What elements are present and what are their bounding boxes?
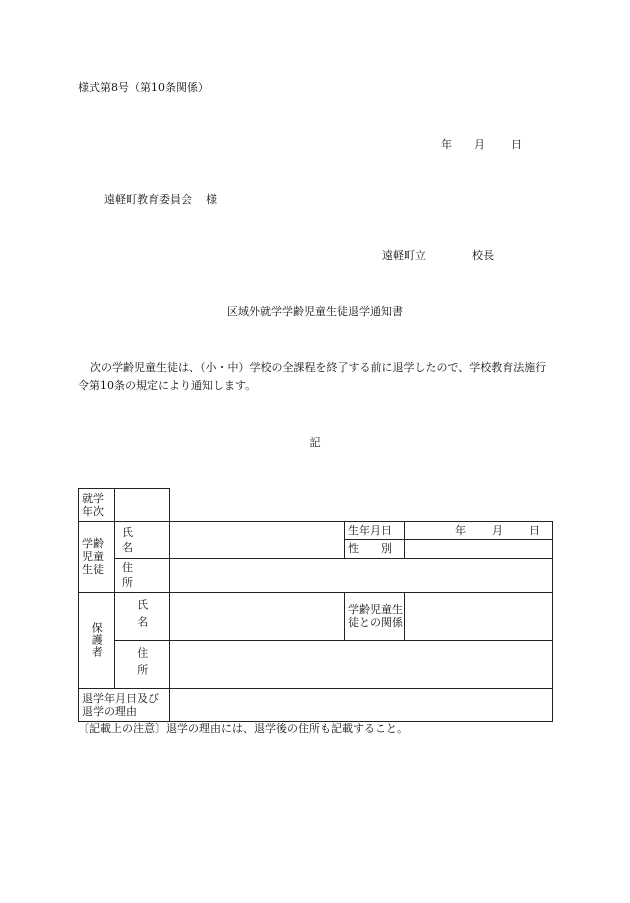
birth-month: 月 <box>492 524 504 537</box>
child-label-cell <box>79 522 115 593</box>
guardian-name-value[interactable] <box>170 592 345 640</box>
sex-label-cell <box>345 540 405 558</box>
child-address-label: 住 所 <box>122 560 155 590</box>
date-month: 月 <box>474 138 485 151</box>
guardian-address-value[interactable] <box>170 640 553 688</box>
guardian-address-label-cell <box>115 640 170 688</box>
date-line <box>441 137 522 152</box>
withdraw-label-cell <box>79 688 170 721</box>
birth-year: 年 <box>455 524 467 537</box>
guardian-address-label: 住所 <box>135 647 149 682</box>
child-name-label-cell <box>115 522 170 559</box>
withdraw-label: 退学年月日及び退学の理由 <box>82 691 159 718</box>
guardian-name-label: 氏名 <box>135 599 149 634</box>
birth-label: 生年月日 <box>348 524 392 537</box>
withdraw-value[interactable] <box>170 688 553 721</box>
sender-suffix: 校長 <box>472 249 494 262</box>
row-child-1 <box>79 522 553 540</box>
grade-label-cell <box>79 489 115 522</box>
guardian-label-cell <box>79 592 115 688</box>
addressee-honorific: 様 <box>206 193 217 206</box>
guardian-label: 保護者 <box>90 622 104 659</box>
note: 〔記載上の注意〕退学の理由には、退学後の住所も記載すること。 <box>78 722 408 735</box>
relation-value[interactable] <box>405 592 553 640</box>
birth-value[interactable] <box>405 522 553 540</box>
child-name-label: 氏 名 <box>122 525 155 554</box>
date-day: 日 <box>511 138 522 151</box>
guardian-name-label-cell <box>115 592 170 640</box>
sender-prefix: 遠軽町立 <box>382 249 426 262</box>
addressee-name: 遠軽町教育委員会 <box>104 193 192 206</box>
row-guardian-1 <box>79 592 553 640</box>
row-withdraw <box>79 688 553 721</box>
sex-value[interactable] <box>405 540 553 558</box>
document-title: 区域外就学学齢児童生徒退学通知書 <box>227 305 403 318</box>
grade-empty <box>170 489 553 522</box>
grade-value-cell[interactable] <box>115 489 170 522</box>
sex-label: 性 別 <box>348 542 392 556</box>
child-name-value[interactable] <box>170 522 345 559</box>
relation-label: 学齢児童生徒との関係 <box>348 603 403 630</box>
date-year: 年 <box>441 138 452 151</box>
sender <box>382 248 494 263</box>
row-guardian-2 <box>79 640 553 688</box>
relation-label-cell <box>345 592 405 640</box>
body-text: 次の学齢児童生徒は、（小・中）学校の全課程を終了する前に退学したので、学校教育法施行令第10条の規定により通知します。 <box>78 361 547 392</box>
addressee <box>104 192 217 207</box>
grade-label: 就学年次 <box>82 492 104 518</box>
row-child-3 <box>79 558 553 592</box>
birth-day: 日 <box>529 524 541 537</box>
child-label: 学齢児童生徒 <box>82 537 104 577</box>
form-number: 様式第8号（第10条関係） <box>78 81 209 94</box>
child-address-label-cell <box>115 558 170 592</box>
child-address-value[interactable] <box>170 558 553 592</box>
ki-heading: 記 <box>309 436 321 449</box>
form-table <box>78 488 553 722</box>
row-grade <box>79 489 553 522</box>
birth-label-cell <box>345 522 405 540</box>
